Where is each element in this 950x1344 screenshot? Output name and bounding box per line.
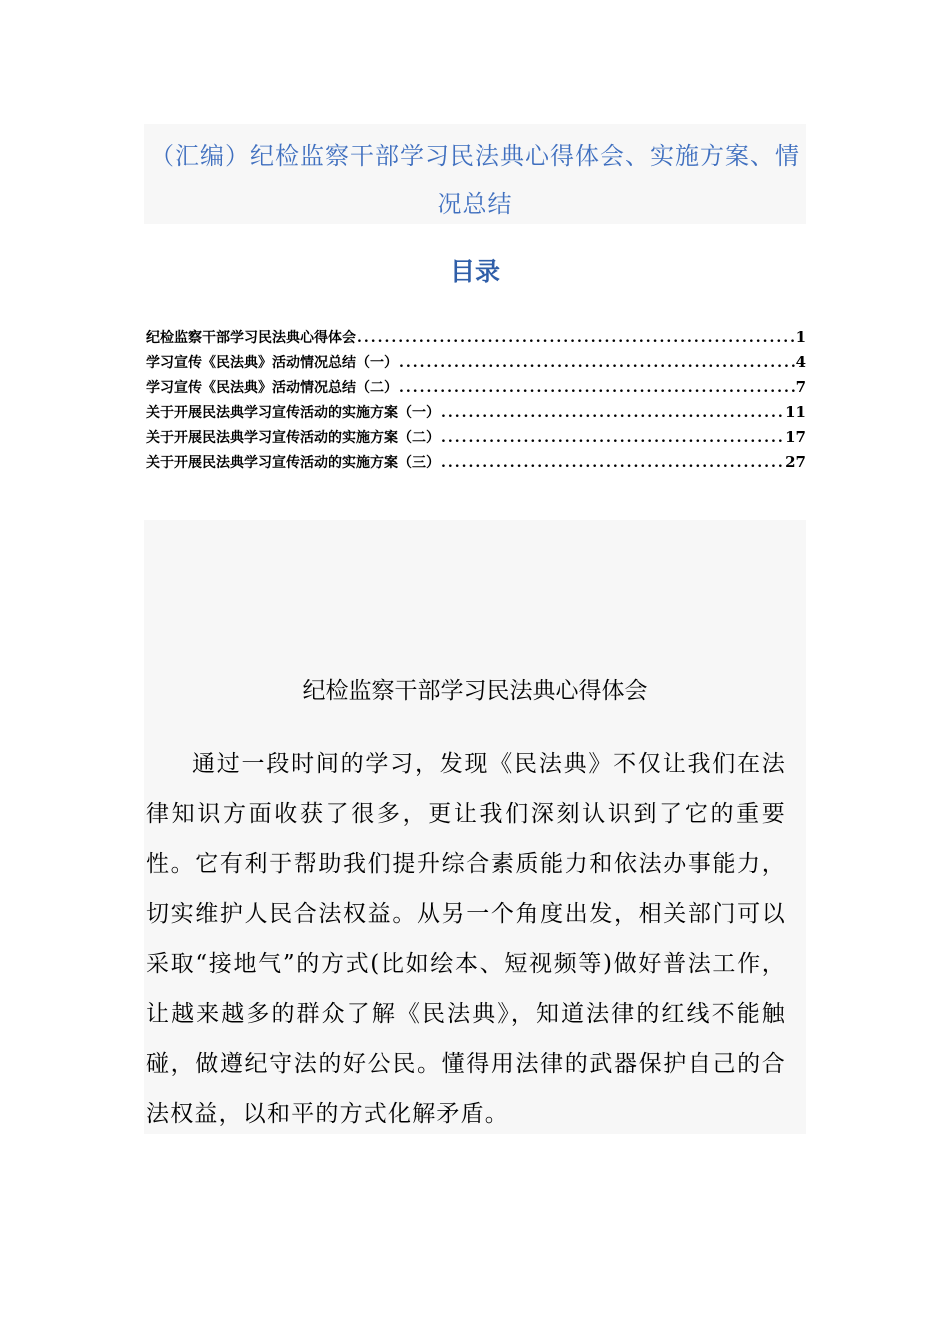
toc-entry-page: 4 [795, 353, 806, 371]
toc-entry[interactable] [146, 325, 806, 350]
document-title: （汇编）纪检监察干部学习民法典心得体会、实施方案、情况总结 [150, 142, 800, 218]
toc-entry[interactable] [146, 400, 806, 425]
toc-entry-label: 学习宣传《民法典》活动情况总结（一） [146, 355, 398, 371]
toc-leader-dots [441, 426, 784, 450]
toc-leader-dots [399, 376, 795, 400]
toc-entry-page: 11 [785, 403, 806, 421]
toc-heading: 目录 [449, 257, 500, 286]
table-of-contents [146, 325, 806, 475]
toc-entry-page: 17 [785, 428, 806, 446]
document-title-box [144, 124, 806, 224]
toc-entry-page: 1 [795, 328, 806, 346]
toc-entry[interactable] [146, 450, 806, 475]
toc-entry-page: 27 [785, 453, 806, 471]
toc-entry[interactable] [146, 425, 806, 450]
toc-leader-dots [441, 451, 784, 475]
toc-entry-label: 纪检监察干部学习民法典心得体会 [146, 330, 356, 346]
toc-leader-dots [399, 351, 795, 375]
toc-entry-label: 关于开展民法典学习宣传活动的实施方案（一） [146, 405, 440, 421]
toc-entry-page: 7 [795, 378, 806, 396]
toc-entry-label: 关于开展民法典学习宣传活动的实施方案（二） [146, 430, 440, 446]
essay-section [144, 520, 806, 1134]
toc-leader-dots [357, 326, 795, 350]
toc-entry-label: 学习宣传《民法典》活动情况总结（二） [146, 380, 398, 396]
essay-paragraph: 通过一段时间的学习，发现《民法典》不仅让我们在法律知识方面收获了很多，更让我们深刻认识到了它的重要性。它有利于帮助我们提升综合素质能力和依法办事能力，切实维护人民合法权益。从另一个角度出发，相关部门可以采取“接地气”的方式(比如绘本、短视频等)做好普法工作，让越来越多的群众了解《民法典》，知道法律的红线不能触碰，做遵纪守法的好公民。懂得用法律的武器保护自己的合法权益，以和平的方式化解矛盾。 [146, 751, 786, 1127]
essay-title: 纪检监察干部学习民法典心得体会 [302, 678, 648, 704]
toc-entry[interactable] [146, 350, 806, 375]
toc-entry[interactable] [146, 375, 806, 400]
toc-entry-label: 关于开展民法典学习宣传活动的实施方案（三） [146, 455, 440, 471]
toc-leader-dots [441, 401, 784, 425]
